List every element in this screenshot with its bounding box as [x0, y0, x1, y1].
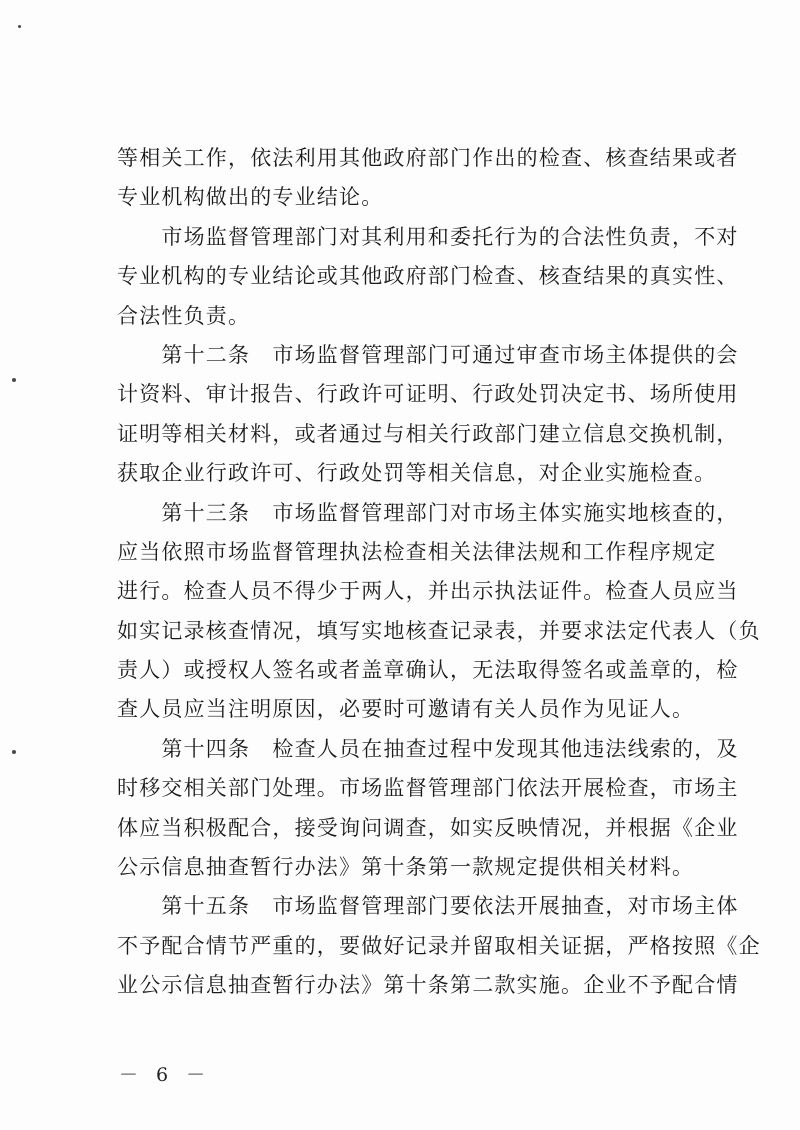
scan-speck: [18, 25, 21, 28]
text-line: 时移交相关部门处理。市场监督管理部门依法开展检查，市场主: [117, 776, 739, 801]
text-line: 合法性负责。: [117, 303, 251, 328]
text-line: 第十五条 市场监督管理部门要依法开展抽查，对市场主体: [117, 894, 739, 919]
text-line: 获取企业行政许可、行政处罚等相关信息，对企业实施检查。: [117, 461, 717, 486]
body-text: [117, 139, 761, 1006]
text-line: 第十二条 市场监督管理部门可通过审查市场主体提供的会: [117, 342, 739, 367]
text-line: 专业机构的专业结论或其他政府部门检查、核查结果的真实性、: [117, 264, 739, 289]
text-line: 公示信息抽查暂行办法》第十条第一款规定提供相关材料。: [117, 855, 695, 880]
text-line: 市场监督管理部门对其利用和委托行为的合法性负责，不对: [117, 224, 739, 249]
text-line: 责人）或授权人签名或者盖章确认，无法取得签名或盖章的，检: [117, 658, 739, 683]
text-line: 如实记录核查情况，填写实地核查记录表，并要求法定代表人（负: [117, 618, 761, 643]
text-line: 查人员应当注明原因，必要时可邀请有关人员作为见证人。: [117, 697, 695, 722]
scan-speck: [12, 378, 16, 382]
text-line: 等相关工作，依法利用其他政府部门作出的检查、核查结果或者: [117, 146, 739, 170]
text-line: 计资料、审计报告、行政许可证明、行政处罚决定书、场所使用: [117, 382, 739, 407]
scan-speck: [12, 750, 16, 754]
text-line: 证明等相关材料，或者通过与相关行政部门建立信息交换机制，: [117, 421, 739, 446]
text-line: 第十三条 市场监督管理部门对市场主体实施实地核查的，: [117, 500, 739, 525]
text-line: 专业机构做出的专业结论。: [117, 185, 384, 210]
page-number: － 6 －: [119, 1064, 212, 1086]
text-line: 应当依照市场监督管理执法检查相关法律法规和工作程序规定: [117, 539, 717, 564]
text-line: 业公示信息抽查暂行办法》第十条第二款实施。企业不予配合情: [117, 973, 739, 998]
text-line: 进行。检查人员不得少于两人，并出示执法证件。检查人员应当: [117, 579, 739, 604]
text-line: 体应当积极配合，接受询问调查，如实反映情况，并根据《企业: [117, 815, 739, 840]
text-line: 第十四条 检查人员在抽查过程中发现其他违法线索的，及: [117, 736, 739, 761]
text-line: 不予配合情节严重的，要做好记录并留取相关证据，严格按照《企: [117, 933, 761, 958]
